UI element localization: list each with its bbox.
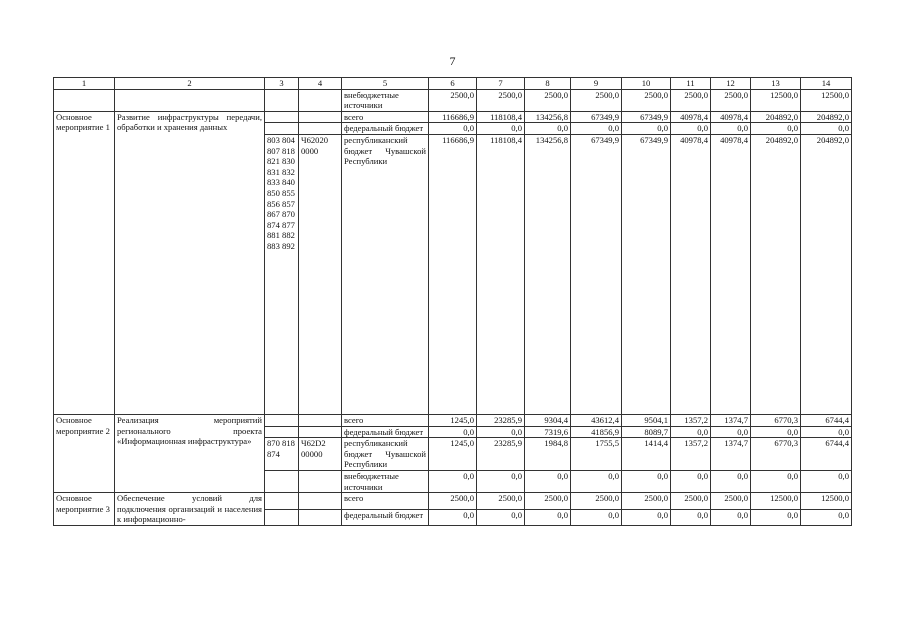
column-header: 2 [115, 78, 265, 90]
column-header: 10 [622, 78, 671, 90]
value-cell: 40978,4 [671, 111, 711, 123]
value-cell: 0,0 [525, 470, 571, 492]
event-name-cell: Основное мероприятие 3 [54, 493, 115, 526]
value-cell: 134256,8 [525, 134, 571, 414]
description-cell: Реализация мероприятий регионального проекта «Информационная инфраструктура» [115, 414, 265, 492]
value-cell: 67349,9 [571, 111, 622, 123]
value-cell: 12500,0 [801, 89, 852, 111]
event-name-cell [54, 89, 115, 111]
source-cell: внебюджетные источники [342, 470, 429, 492]
value-cell: 0,0 [477, 470, 525, 492]
value-cell: 1374,7 [711, 438, 751, 471]
codes-cell [265, 426, 299, 438]
value-cell: 0,0 [622, 123, 671, 135]
value-cell: 204892,0 [801, 111, 852, 123]
value-cell: 0,0 [711, 509, 751, 525]
codes-cell: 870 818 874 [265, 438, 299, 471]
value-cell: 0,0 [429, 426, 477, 438]
value-cell: 0,0 [801, 470, 852, 492]
column-header: 4 [299, 78, 342, 90]
value-cell: 43612,4 [571, 414, 622, 426]
value-cell: 6770,3 [751, 414, 801, 426]
codes-cell [265, 89, 299, 111]
target-code-cell [299, 493, 342, 509]
value-cell: 6744,4 [801, 438, 852, 471]
value-cell: 8089,7 [622, 426, 671, 438]
value-cell: 0,0 [801, 426, 852, 438]
column-header: 6 [429, 78, 477, 90]
source-cell: всего [342, 493, 429, 509]
value-cell: 118108,4 [477, 111, 525, 123]
value-cell: 2500,0 [571, 493, 622, 509]
value-cell: 67349,9 [571, 134, 622, 414]
value-cell: 40978,4 [711, 111, 751, 123]
codes-cell [265, 493, 299, 509]
page-number: 7 [449, 54, 456, 68]
value-cell: 2500,0 [429, 493, 477, 509]
value-cell: 0,0 [711, 426, 751, 438]
value-cell: 0,0 [751, 509, 801, 525]
source-cell: федеральный бюджет [342, 426, 429, 438]
target-code-cell: Ч62020 0000 [299, 134, 342, 414]
value-cell: 0,0 [751, 470, 801, 492]
value-cell: 1755,5 [571, 438, 622, 471]
column-header: 7 [477, 78, 525, 90]
value-cell: 1357,2 [671, 438, 711, 471]
value-cell: 0,0 [711, 123, 751, 135]
value-cell: 0,0 [571, 123, 622, 135]
value-cell: 1374,7 [711, 414, 751, 426]
event-name-cell: Основное мероприятие 1 [54, 111, 115, 414]
source-cell: федеральный бюджет [342, 509, 429, 525]
value-cell: 2500,0 [622, 493, 671, 509]
value-cell: 40978,4 [711, 134, 751, 414]
value-cell: 0,0 [801, 509, 852, 525]
codes-cell [265, 414, 299, 426]
source-cell: республиканский бюджет Чувашской Республики [342, 438, 429, 471]
value-cell: 204892,0 [751, 134, 801, 414]
target-code-cell [299, 414, 342, 426]
value-cell: 0,0 [429, 123, 477, 135]
value-cell: 1414,4 [622, 438, 671, 471]
source-cell: внебюджетные источники [342, 89, 429, 111]
value-cell: 0,0 [525, 123, 571, 135]
table-row [54, 89, 852, 111]
source-cell: всего [342, 111, 429, 123]
value-cell: 0,0 [622, 509, 671, 525]
value-cell: 2500,0 [571, 89, 622, 111]
value-cell: 0,0 [477, 509, 525, 525]
value-cell: 0,0 [571, 509, 622, 525]
value-cell: 204892,0 [801, 134, 852, 414]
target-code-cell [299, 470, 342, 492]
value-cell: 67349,9 [622, 134, 671, 414]
value-cell: 2500,0 [525, 89, 571, 111]
budget-table [53, 77, 852, 526]
value-cell: 41856,9 [571, 426, 622, 438]
value-cell: 2500,0 [429, 89, 477, 111]
codes-cell: 803 804 807 818 821 830 831 832 833 840 850 855 856 857 867 870 874 877 881 882 883 892 [265, 134, 299, 414]
value-cell: 116686,9 [429, 111, 477, 123]
value-cell: 0,0 [477, 426, 525, 438]
event-name-cell: Основное мероприятие 2 [54, 414, 115, 492]
value-cell: 0,0 [751, 123, 801, 135]
value-cell: 116686,9 [429, 134, 477, 414]
value-cell: 2500,0 [711, 493, 751, 509]
value-cell: 0,0 [525, 509, 571, 525]
column-header: 5 [342, 78, 429, 90]
codes-cell [265, 509, 299, 525]
value-cell: 1245,0 [429, 414, 477, 426]
value-cell: 0,0 [671, 470, 711, 492]
codes-cell [265, 123, 299, 135]
target-code-cell: Ч62D2 00000 [299, 438, 342, 471]
value-cell: 6770,3 [751, 438, 801, 471]
codes-cell [265, 111, 299, 123]
value-cell: 0,0 [622, 470, 671, 492]
value-cell: 23285,9 [477, 438, 525, 471]
target-code-cell [299, 509, 342, 525]
target-code-cell [299, 111, 342, 123]
description-cell: Развитие инфраструктуры передачи, обработки и хранения данных [115, 111, 265, 414]
description-cell [115, 89, 265, 111]
value-cell: 0,0 [671, 123, 711, 135]
value-cell: 9504,1 [622, 414, 671, 426]
table-row [54, 414, 852, 426]
column-header: 14 [801, 78, 852, 90]
column-header: 1 [54, 78, 115, 90]
column-header: 8 [525, 78, 571, 90]
value-cell: 6744,4 [801, 414, 852, 426]
value-cell: 1984,8 [525, 438, 571, 471]
column-header: 13 [751, 78, 801, 90]
target-code-cell [299, 123, 342, 135]
value-cell: 134256,8 [525, 111, 571, 123]
value-cell: 204892,0 [751, 111, 801, 123]
value-cell: 7319,6 [525, 426, 571, 438]
value-cell: 1357,2 [671, 414, 711, 426]
description-cell: Обеспечение условий для подключения организаций и населения к информационно- [115, 493, 265, 526]
value-cell: 0,0 [429, 470, 477, 492]
value-cell: 0,0 [711, 470, 751, 492]
value-cell: 2500,0 [711, 89, 751, 111]
value-cell: 12500,0 [751, 493, 801, 509]
value-cell: 0,0 [671, 426, 711, 438]
column-header: 11 [671, 78, 711, 90]
value-cell: 23285,9 [477, 414, 525, 426]
value-cell: 1245,0 [429, 438, 477, 471]
value-cell: 118108,4 [477, 134, 525, 414]
source-cell: всего [342, 414, 429, 426]
value-cell: 2500,0 [525, 493, 571, 509]
column-header: 9 [571, 78, 622, 90]
column-header: 3 [265, 78, 299, 90]
table-row [54, 111, 852, 123]
value-cell: 2500,0 [671, 89, 711, 111]
target-code-cell [299, 426, 342, 438]
value-cell: 2500,0 [671, 493, 711, 509]
value-cell: 2500,0 [622, 89, 671, 111]
source-cell: республиканский бюджет Чувашской Республики [342, 134, 429, 414]
source-cell: федеральный бюджет [342, 123, 429, 135]
value-cell: 12500,0 [751, 89, 801, 111]
target-code-cell [299, 89, 342, 111]
value-cell: 0,0 [571, 470, 622, 492]
value-cell: 0,0 [477, 123, 525, 135]
value-cell: 0,0 [671, 509, 711, 525]
value-cell: 40978,4 [671, 134, 711, 414]
header-row [54, 78, 852, 90]
codes-cell [265, 470, 299, 492]
value-cell: 67349,9 [622, 111, 671, 123]
value-cell: 12500,0 [801, 493, 852, 509]
value-cell: 0,0 [751, 426, 801, 438]
value-cell: 2500,0 [477, 493, 525, 509]
table-row [54, 493, 852, 509]
value-cell: 2500,0 [477, 89, 525, 111]
value-cell: 0,0 [801, 123, 852, 135]
value-cell: 0,0 [429, 509, 477, 525]
value-cell: 9304,4 [525, 414, 571, 426]
column-header: 12 [711, 78, 751, 90]
